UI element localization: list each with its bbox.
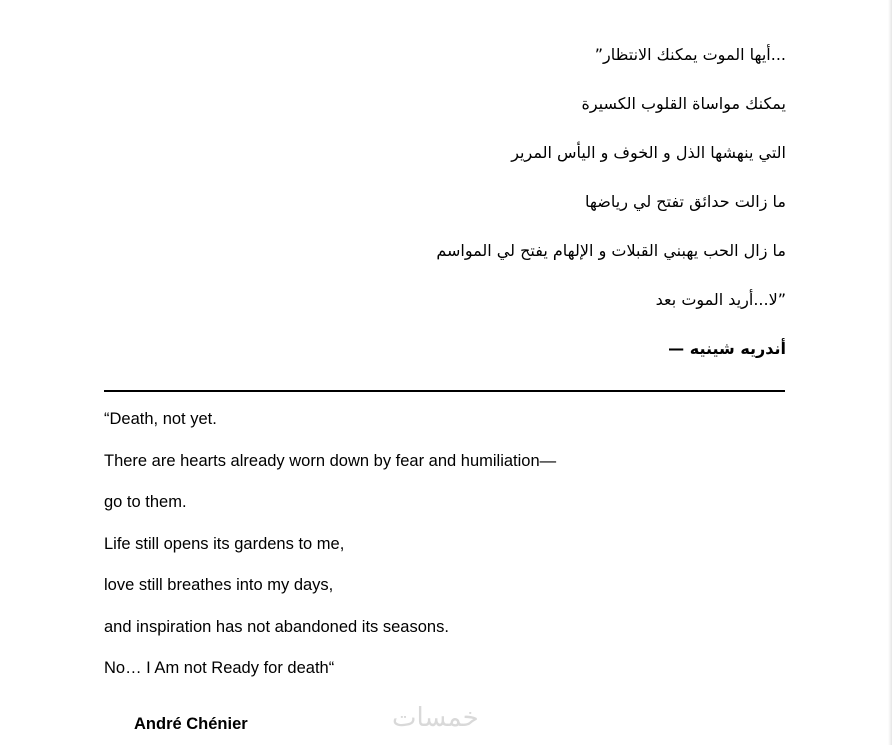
- arabic-poem-line-1: ...أيها الموت يمكنك الانتظار”: [594, 45, 786, 64]
- arabic-poem-line-3: التي ينهشها الذل و الخوف و اليأس المرير: [511, 143, 786, 162]
- english-poem-line-2: There are hearts already worn down by fear and humiliation—: [104, 451, 557, 470]
- arabic-poem-line-2: يمكنك مواساة القلوب الكسيرة: [581, 94, 786, 113]
- english-poem: [104, 407, 786, 698]
- page-edge-shadow: [888, 0, 892, 745]
- english-poem-line-7: No… I Am not Ready for death“: [104, 659, 335, 677]
- english-poem-line-1: “Death, not yet.: [104, 410, 217, 428]
- english-poem-line-6: and inspiration has not abandoned its seasons.: [104, 617, 449, 636]
- english-poem-line-4: Life still opens its gardens to me,: [104, 534, 345, 553]
- arabic-poem-line-4: ما زالت حدائق تفتح لي رياضها: [585, 192, 786, 211]
- arabic-poem-line-5: ما زال الحب يهبني القبلات و الإلهام يفتح لي المواسم: [436, 241, 786, 260]
- arabic-poem: [104, 38, 786, 366]
- watermark-logo: خمسات: [392, 703, 479, 733]
- section-divider: [104, 390, 785, 392]
- arabic-poem-line-6: ”لا...أريد الموت بعد: [655, 290, 786, 309]
- english-poem-line-5: love still breathes into my days,: [104, 576, 334, 594]
- english-poem-author: André Chénier: [134, 715, 248, 733]
- arabic-poem-author: أندريه شينيه —: [668, 339, 786, 358]
- english-poem-line-3: go to them.: [104, 493, 187, 511]
